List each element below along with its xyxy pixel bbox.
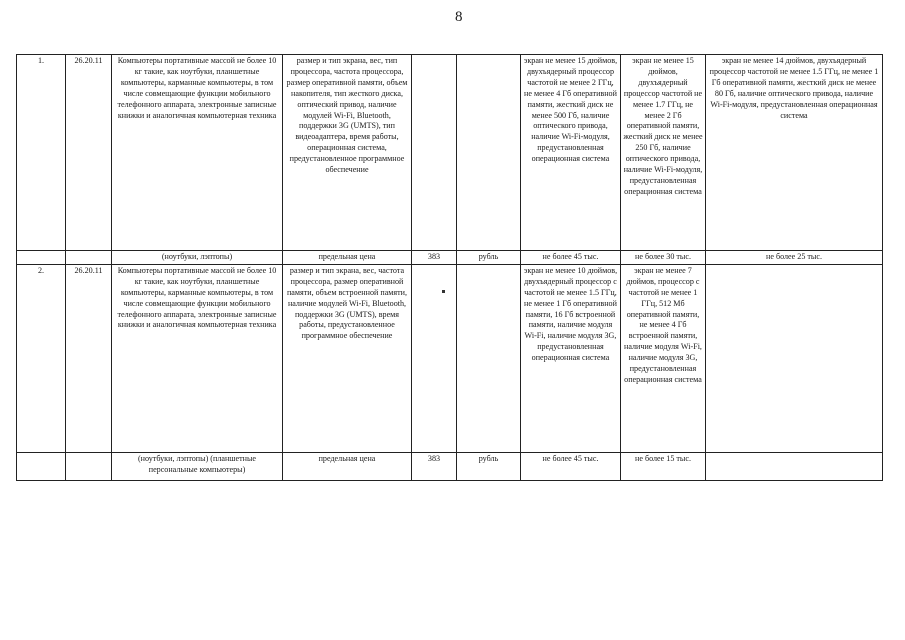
product-type: (ноутбуки, лэптопы) (планшетные персональные компьютеры) [112,452,283,480]
product-type: (ноутбуки, лэптопы) [112,251,283,265]
page-number: 8 [455,9,463,25]
price-high: не более 45 тыс. [521,251,621,265]
price-mid: не более 30 тыс. [621,251,706,265]
value-low [706,264,883,452]
unit-cell [457,55,521,251]
characteristic-price: предельная цена [283,251,412,265]
row-index [17,251,66,265]
value-high: экран не менее 15 дюймов, двухъядерный процессор частотой не менее 2 ГГц, не менее 4 Гб оперативной памяти, жесткий диск не менее 500 Гб, наличие оптического привода, наличие Wi-Fi-модуля, предустановленная операционная система [521,55,621,251]
code-cell [412,264,457,452]
unit-name: рубль [457,251,521,265]
table-row [17,251,883,265]
unit-cell [457,264,521,452]
row-index: 1. [17,55,66,251]
product-name: Компьютеры портативные массой не более 10 кг такие, как ноутбуки, планшетные компьютеры, карманные компьютеры, в том числе совмещающие функции мобильного телефонного аппарата, электронные записные книжки и аналогичная компьютерная техника [112,55,283,251]
price-low: не более 25 тыс. [706,251,883,265]
requirements-table [16,54,883,481]
characteristics: размер и тип экрана, вес, тип процессора, частота процессора, размер оперативной памяти, объем накопителя, тип жесткого диска, оптический привод, наличие модулей Wi-Fi, Bluetooth, поддержки 3G (UMTS), тип видеоадаптера, время работы, операционная система, предустановленное программное обеспечение [283,55,412,251]
scan-mark [442,290,445,293]
code-cell [412,55,457,251]
okpd-code: 26.20.11 [66,55,112,251]
okpd-code: 26.20.11 [66,264,112,452]
table-row [17,55,883,251]
value-low: экран не менее 14 дюймов, двухъядерный процессор частотой не менее 1.5 ГГц, не менее 1 Гб оперативной памяти, жесткий диск не менее 80 Гб, наличие оптического привода, наличие Wi-Fi-модуля, предустановленная операционная система [706,55,883,251]
unit-name: рубль [457,452,521,480]
value-mid: экран не менее 7 дюймов, процессор с частотой не менее 1 ГГц, 512 Мб оперативной памяти, не менее 4 Гб встроенной памяти, наличие модуля Wi-Fi, наличие модуля 3G, предустановленная операционная система [621,264,706,452]
value-high: экран не менее 10 дюймов, двухъядерный процессор с частотой не менее 1.5 ГГц, не менее 1 Гб оперативной памяти, 16 Гб встроенной памяти, наличие модуля Wi-Fi, наличие модуля 3G, предустановленная операционная система [521,264,621,452]
price-high: не более 45 тыс. [521,452,621,480]
okei-code: 383 [412,251,457,265]
row-index: 2. [17,264,66,452]
table-row [17,264,883,452]
okpd-code [66,452,112,480]
okei-code: 383 [412,452,457,480]
row-index [17,452,66,480]
value-mid: экран не менее 15 дюймов, двухъядерный процессор частотой не менее 1.7 ГГц, не менее 2 Гб оперативной памяти, жесткий диск не менее 250 Гб, наличие оптического привода, наличие Wi-Fi-модуля, предустановленная операционная система [621,55,706,251]
price-low [706,452,883,480]
okpd-code [66,251,112,265]
table-row [17,452,883,480]
price-mid: не более 15 тыс. [621,452,706,480]
characteristics: размер и тип экрана, вес, частота процессора, размер оперативной памяти, объем встроенной памяти, наличие модулей Wi-Fi, Bluetooth, поддержки 3G (UMTS), время работы, предустановленное программное обеспечение [283,264,412,452]
characteristic-price: предельная цена [283,452,412,480]
product-name: Компьютеры портативные массой не более 10 кг такие, как ноутбуки, планшетные компьютеры, карманные компьютеры, в том числе совмещающие функции мобильного телефонного аппарата, электронные записные книжки и аналогичная компьютерная техника [112,264,283,452]
